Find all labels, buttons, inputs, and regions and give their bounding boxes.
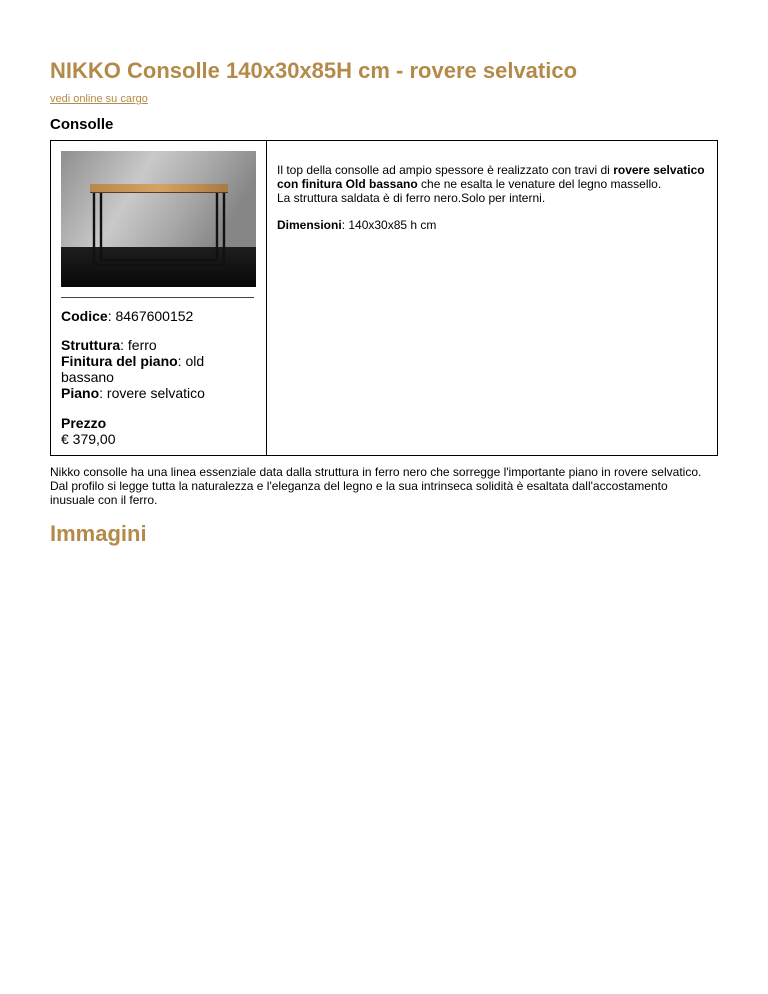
details-intro: Il top della consolle ad ampio spessore è realizzato con travi di rovere selvatico con finitura Old bassano che ne esalta le venature del legno massello.: [277, 163, 705, 191]
product-code: Codice: 8467600152: [61, 308, 194, 324]
product-photo: [61, 151, 256, 287]
product-summary-column: [51, 141, 267, 455]
category-heading: Consolle: [50, 116, 114, 133]
price-label: Prezzo: [61, 415, 107, 431]
images-heading: Immagini: [50, 521, 147, 546]
product-description: Nikko consolle ha una linea essenziale data dalla struttura in ferro nero che sorregge l'importante piano in rovere selvatico. Dal profilo si legge tutta la naturalezza e l'eleganza del legno e la sua intrinseca solidità è esaltata dall'accostamento inusuale con il ferro.: [50, 465, 702, 507]
spec-structure: Struttura: ferro: [61, 337, 157, 353]
price: [61, 415, 116, 447]
spec-top: Piano: rovere selvatico: [61, 385, 205, 401]
product-details: [277, 163, 707, 232]
product-box: [50, 140, 718, 456]
divider: [61, 297, 254, 298]
view-online-link[interactable]: vedi online su cargo: [50, 93, 148, 105]
product-specs: [61, 337, 251, 401]
details-dimensions: Dimensioni: 140x30x85 h cm: [277, 218, 437, 232]
page-title: NIKKO Consolle 140x30x85H cm - rovere selvatico: [50, 58, 578, 83]
price-value: € 379,00: [61, 431, 116, 447]
spec-finish: Finitura del piano: old bassano: [61, 353, 205, 385]
details-structure: La struttura saldata è di ferro nero.Solo per interni.: [277, 191, 546, 205]
